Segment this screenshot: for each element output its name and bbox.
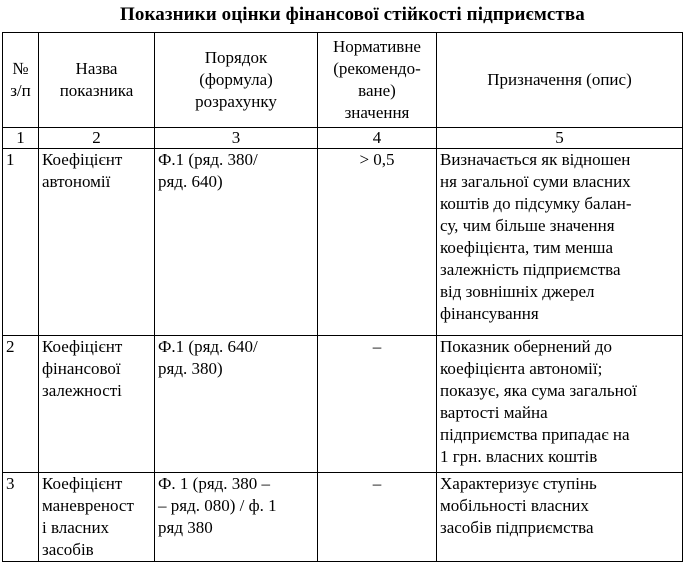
indicator-norm: – [318, 336, 437, 473]
column-number: 4 [318, 128, 437, 149]
indicator-name: Коефіцієнт фінансової залежності [39, 336, 155, 473]
indicator-formula: Ф.1 (ряд. 380/ ряд. 640) [155, 149, 318, 336]
indicators-table [2, 32, 683, 562]
indicator-name: Коефіцієнт маневреност і власних засобів [39, 473, 155, 562]
table-header [3, 33, 683, 128]
table-row [3, 149, 683, 336]
header-formula: Порядок (формула) розрахунку [155, 33, 318, 128]
indicator-description: Характеризує ступінь мобільності власних засобів підприємства [437, 473, 683, 562]
header-name: Назва показника [39, 33, 155, 128]
column-number-row [3, 128, 683, 149]
indicator-norm: – [318, 473, 437, 562]
header-row [3, 33, 683, 128]
column-number: 2 [39, 128, 155, 149]
indicator-formula: Ф. 1 (ряд. 380 – – ряд. 080) / ф. 1 ряд 380 [155, 473, 318, 562]
table-row [3, 336, 683, 473]
column-number: 3 [155, 128, 318, 149]
row-number: 3 [3, 473, 39, 562]
header-description: Призначення (опис) [437, 33, 683, 128]
indicator-name: Коефіцієнт автономії [39, 149, 155, 336]
row-number: 1 [3, 149, 39, 336]
header-norm: Нормативне (рекомендо- ване) значення [318, 33, 437, 128]
table-row [3, 473, 683, 562]
indicator-formula: Ф.1 (ряд. 640/ ряд. 380) [155, 336, 318, 473]
indicator-norm: > 0,5 [318, 149, 437, 336]
header-num: № з/п [3, 33, 39, 128]
indicator-description: Показник обернений до коефіцієнта автономії; показує, яка сума загальної вартості майна підприємства припадає на 1 грн. власних коштів [437, 336, 683, 473]
column-number: 5 [437, 128, 683, 149]
row-number: 2 [3, 336, 39, 473]
indicator-description: Визначається як відношен ня загальної суми власних коштів до підсумку балан- су, чим більше значення коефіцієнта, тим менша залежність підприємства від зовнішніх джерел фінансування [437, 149, 683, 336]
document-title: Показники оцінки фінансової стійкості підприємства [120, 4, 585, 25]
column-number: 1 [3, 128, 39, 149]
